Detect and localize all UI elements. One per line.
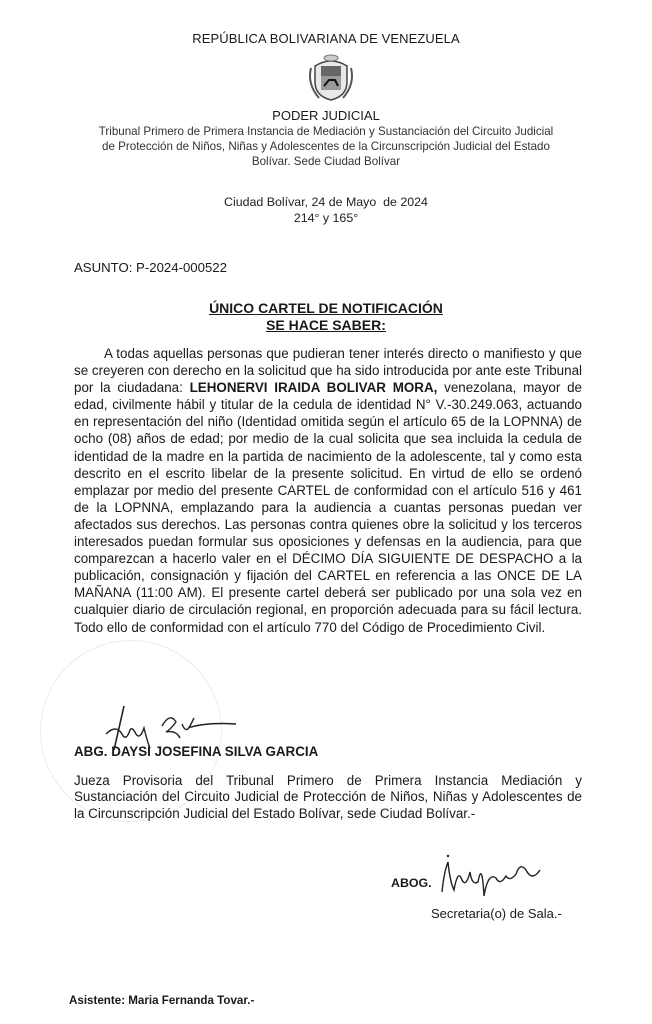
tribunal-line-1: Tribunal Primero de Primera Instancia de Mediación y Sustanciación del Circuito Judicial (98, 125, 554, 138)
notice-title (0, 300, 652, 334)
years-line: 214° y 165° (293, 211, 359, 225)
secretary-role: Secretaria(o) de Sala.- (431, 906, 562, 921)
tribunal-heading (0, 124, 652, 169)
place-date: Ciudad Bolívar, 24 de Mayo de 2024 (224, 195, 428, 209)
assistant-line: Asistente: Maria Fernanda Tovar.- (69, 994, 255, 1007)
applicant-name: LEHONERVI IRAIDA BOLIVAR MORA, (189, 380, 438, 396)
title-line-2: SE HACE SABER: (266, 317, 386, 333)
venezuela-coat-of-arms-icon (305, 52, 357, 104)
tribunal-line-2: de Protección de Niños, Niñas y Adolescentes de la Circunscripción Judicial del Estado (102, 140, 550, 153)
country-heading: REPÚBLICA BOLIVARIANA DE VENEZUELA (192, 31, 460, 46)
judge-role: Jueza Provisoria del Tribunal Primero de Primera Instancia Mediación y Sustanciación del Circuito Judicial de Protección de Niños, Niñas y Adolescentes de la Circunscripción Judicial del Estado Bolívar, sede Ciudad Bolívar.- (74, 773, 582, 821)
body-part-2: venezolana, mayor de edad, civilmente hábil y titular de la cedula de identidad N° V.-30.249.063, actuando en representación del niño (Identidad omitida según el artículo 65 de la LOPNNA) de ocho (08) años de edad; por medio de la cual solicita que sea incluida la cedula de identidad de la madre en la partida de nacimiento de la adolescente, tal y como esta descrito en el escrito libelar de la presente solicitud. En virtud de ello se ordenó emplazar por medio del presente CARTEL de conformidad con el artículo 516 y 461 de la LOPNNA, emplazando para la audiencia a cuantas personas puedan ver afectados sus derechos. Las personas contra quienes obre la solicitud y los terceros interesados puedan formular sus oposiciones y defensas en la audiencia, para que comparezcan a hacerlo valer en el DÉCIMO DÍA SIGUIENTE DE DESPACHO a la publicación, consignación y fijación del CARTEL en referencia a las ONCE DE LA MAÑANA (11:00 AM). El presente cartel deberá ser publicado por una sola vez en cualquier diario de circulación regional, en proporción adecuada para su fácil lectura. Todo ello de conformidad con el artículo 770 del Código de Procedimiento Civil. (74, 380, 582, 635)
notice-body (74, 345, 582, 636)
secretary-prefix: ABOG. (391, 876, 432, 890)
case-number: ASUNTO: P-2024-000522 (74, 260, 227, 275)
title-line-1: ÚNICO CARTEL DE NOTIFICACIÓN (209, 300, 443, 316)
tribunal-line-3: Bolívar. Sede Ciudad Bolívar (251, 155, 401, 168)
body-part-1: A todas aquellas personas que pudieran tener interés directo o manifiesto y que se creyeren con derecho en la solicitud que ha sido introducida por ante este Tribunal por la ciudadana: (74, 346, 582, 396)
secretary-signature (436, 852, 546, 902)
date-block (0, 194, 652, 226)
branch-heading: PODER JUDICIAL (272, 108, 380, 123)
judge-name: ABG. DAYSI JOSEFINA SILVA GARCIA (74, 744, 319, 759)
